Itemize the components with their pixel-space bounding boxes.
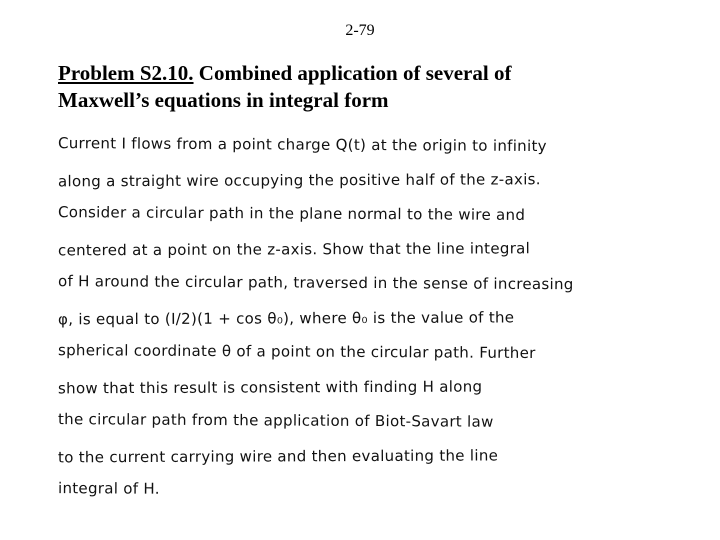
handwritten-line: φ, is equal to (I/2)(1 + cos θ₀), where θ₀ is the value of the bbox=[57, 307, 515, 328]
page-number: 2-79 bbox=[345, 22, 375, 39]
handwritten-line: spherical coordinate θ of a point on the circular path. Further bbox=[57, 341, 536, 363]
handwritten-problem-statement bbox=[58, 128, 678, 508]
handwritten-line: of H around the circular path, traversed in the sense of increasing bbox=[57, 272, 574, 294]
handwritten-line: the circular path from the application of Biot-Savart law bbox=[57, 410, 494, 431]
problem-title bbox=[58, 60, 698, 114]
problem-label: Problem S2.10. bbox=[58, 61, 194, 85]
handwritten-line: integral of H. bbox=[57, 479, 160, 498]
title-line-1 bbox=[58, 60, 698, 87]
handwritten-line: centered at a point on the z-axis. Show that the line integral bbox=[57, 238, 531, 259]
handwritten-line: show that this result is consistent with finding H along bbox=[57, 377, 483, 397]
handwritten-line: to the current carrying wire and then evaluating the line bbox=[57, 445, 499, 466]
title-line-1-text: Combined application of several of bbox=[198, 61, 512, 85]
title-line-2: Maxwell’s equations in integral form bbox=[58, 88, 389, 112]
handwritten-line: Consider a circular path in the plane normal to the wire and bbox=[57, 203, 526, 224]
handwritten-line: Current I flows from a point charge Q(t) at the origin to infinity bbox=[57, 134, 547, 156]
handwritten-line: along a straight wire occupying the positive half of the z-axis. bbox=[57, 169, 541, 190]
